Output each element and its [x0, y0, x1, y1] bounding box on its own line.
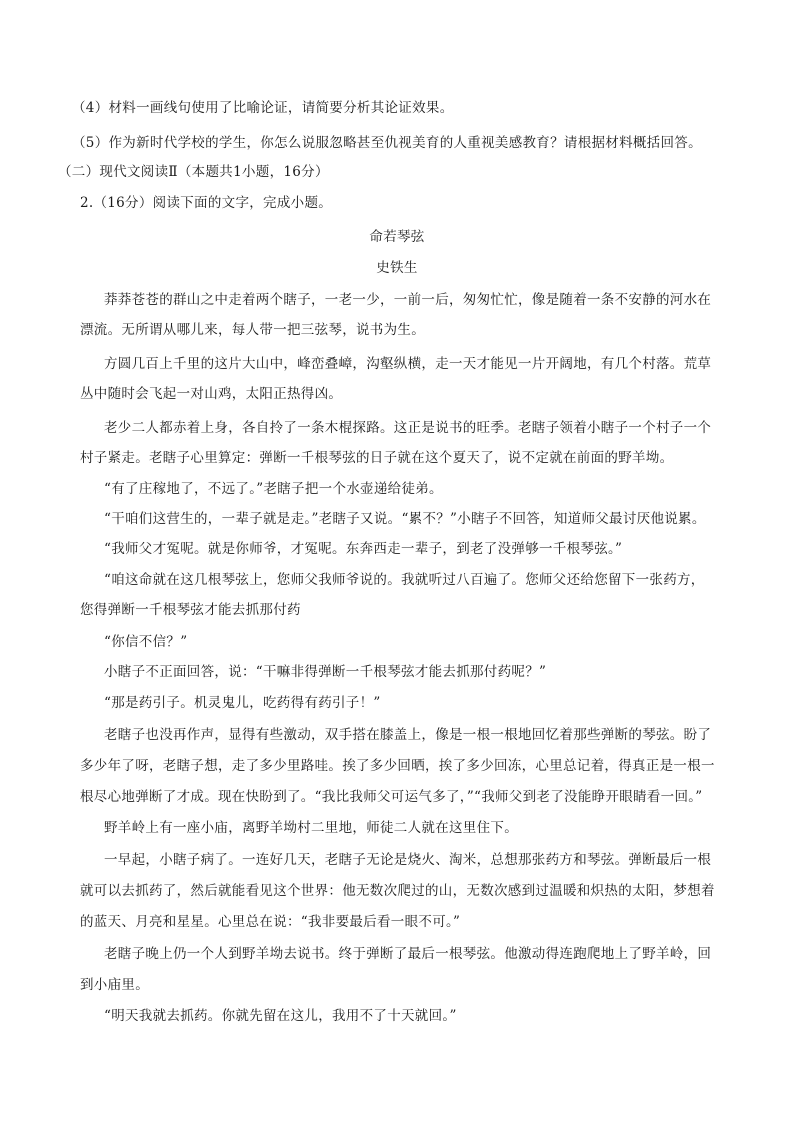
paragraph-line: “咱这命就在这几根琴弦上，您师父我师爷说的。我就听过八百遍了。您师父还给您留下一张药方，	[104, 572, 705, 588]
paragraph-line: 多少年了呀，老瞎子想，走了多少里路哇。挨了多少回晒，挨了多少回冻，心里总记着，得真正是一根一	[80, 758, 715, 774]
paragraph-line: 方圆几百上千里的这片大山中，峰峦叠嶂，沟壑纵横，走一天才能见一片开阔地，有几个村落。荒草	[104, 356, 712, 372]
paragraph-line: “我师父才冤呢。就是你师爷，才冤呢。东奔西走一辈子，到老了没弹够一千根琴弦。”	[104, 541, 623, 557]
paragraph-line: “你信不信？”	[104, 634, 188, 650]
question-instruction: 2.（16分）阅读下面的文字，完成小题。	[80, 195, 333, 211]
section-heading: （二）现代文阅读Ⅱ（本题共1小题，16分）	[58, 164, 329, 180]
paragraph-line: “有了庄稼地了，不远了。”老瞎子把一个水壶递给徒弟。	[104, 481, 443, 497]
paragraph-line: 莽莽苍苍的群山之中走着两个瞎子，一老一少，一前一后，匆匆忙忙，像是随着一条不安静的河水在	[104, 292, 712, 308]
paragraph-line: 老瞎子晚上仍一个人到野羊坳去说书。终于弹断了最后一根琴弦。他激动得连跑爬地上了野羊岭，回	[104, 946, 712, 962]
paragraph-line: 小瞎子不正面回答，说：“干嘛非得弹断一千根琴弦才能去抓那付药呢？”	[104, 664, 547, 680]
paragraph-line: 村子紧走。老瞎子心里算定：弹断一千根琴弦的日子就在这个夏天了，说不定就在前面的野羊坳。	[80, 450, 674, 466]
question-4: （4）材料一画线句使用了比喻论证，请简要分析其论证效果。	[72, 100, 454, 116]
paragraph-line: “明天我就去抓药。你就先留在这儿，我用不了十天就回。”	[104, 1008, 457, 1024]
paragraph-line: 野羊岭上有一座小庙，离野羊坳村二里地，师徒二人就在这里住下。	[104, 820, 518, 836]
paragraph-line: 根尽心地弹断了才成。现在快盼到了。“我比我师父可运气多了，”“我师父到老了没能睁开眼睛看一回。”	[80, 789, 703, 805]
article-title: 命若琴弦	[369, 229, 425, 245]
paragraph-line: 老少二人都赤着上身，各自拎了一条木棍探路。这正是说书的旺季。老瞎子领着小瞎子一个村子一个	[104, 420, 712, 436]
question-5: （5）作为新时代学校的学生，你怎么说服忽略甚至仇视美育的人重视美感教育？请根据材料概括回答。	[72, 135, 702, 151]
paragraph-line: 老瞎子也没再作声，显得有些激动，双手搭在膝盖上，像是一根一根地回忆着那些弹断的琴弦。盼了	[104, 727, 712, 743]
paragraph-line: 漂流。无所谓从哪儿来，每人带一把三弦琴，说书为生。	[80, 322, 425, 338]
paragraph-line: 一早起，小瞎子病了。一连好几天，老瞎子无论是烧火、淘米，总想那张药方和琴弦。弹断最后一根	[104, 852, 712, 868]
paragraph-line: “干咱们这营生的，一辈子就是走。”老瞎子又说。“累不？”小瞎子不回答，知道师父最讨厌他说累。	[104, 511, 706, 527]
paragraph-line: 的蓝天、月亮和星星。心里总在说：“我非要最后看一眼不可。”	[80, 914, 461, 930]
paragraph-line: 您得弹断一千根琴弦才能去抓那付药	[80, 602, 301, 618]
paragraph-line: “那是药引子。机灵鬼儿，吃药得有药引子！”	[104, 695, 381, 711]
paragraph-line: 丛中随时会飞起一对山鸡，太阳正热得凶。	[80, 386, 343, 402]
paragraph-line: 到小庙里。	[80, 977, 149, 993]
paragraph-line: 就可以去抓药了，然后就能看见这个世界：他无数次爬过的山，无数次感到过温暖和炽热的太阳，梦想着	[80, 883, 715, 899]
article-author: 史铁生	[376, 260, 418, 276]
